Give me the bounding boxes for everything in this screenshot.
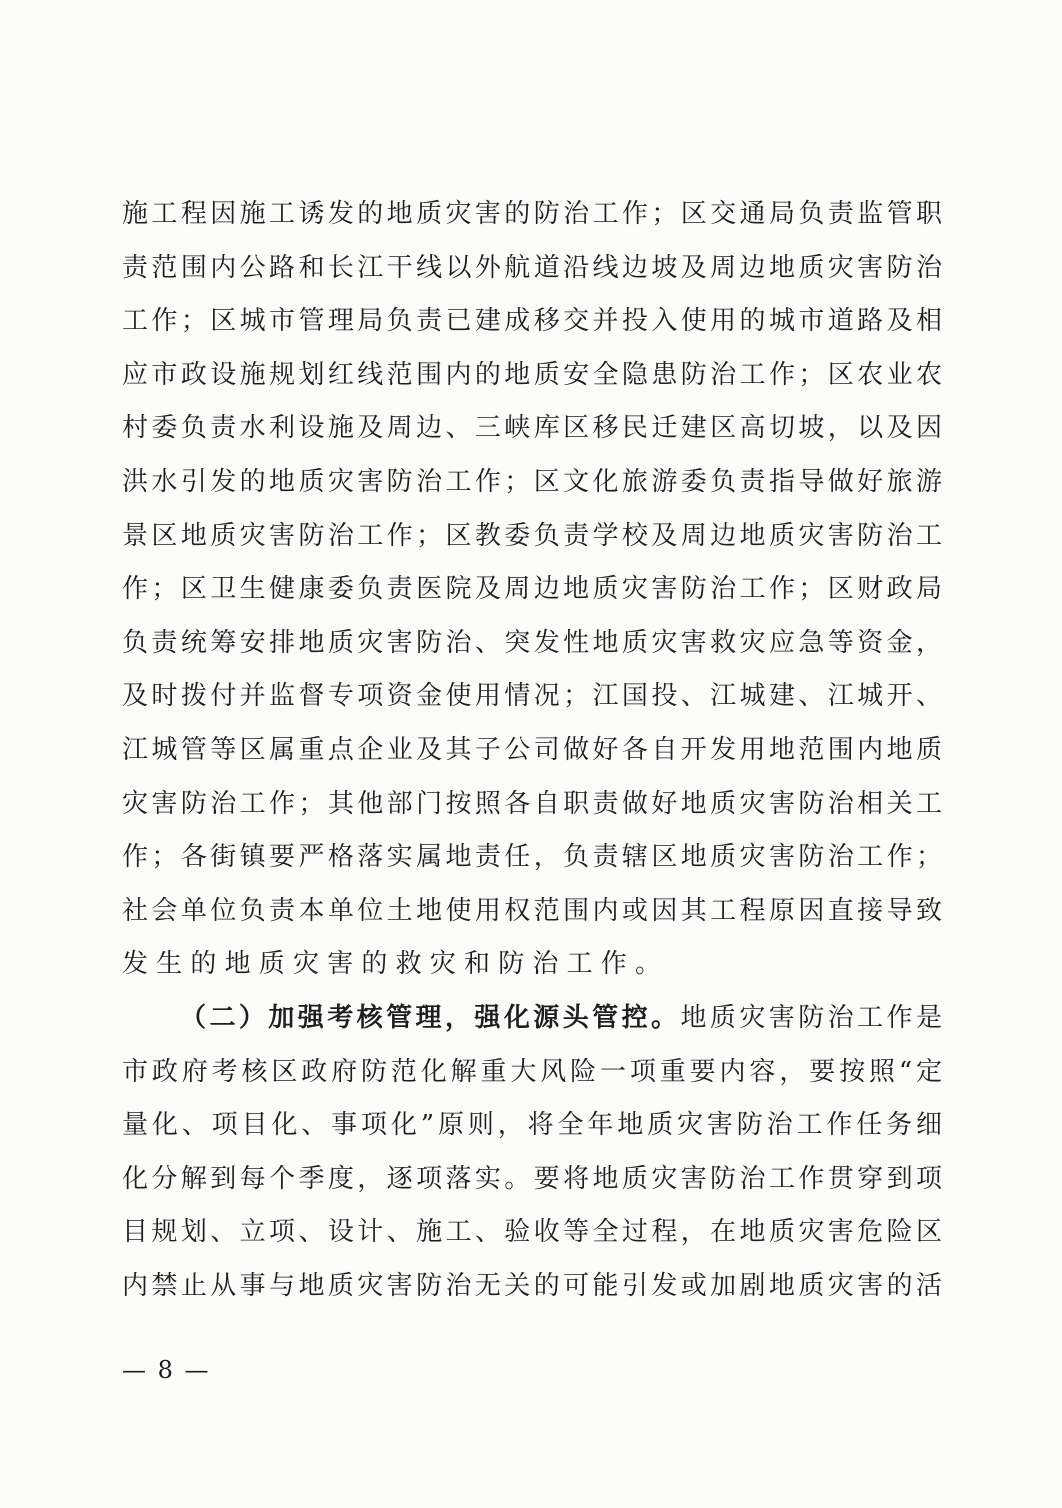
section-2-first-line-text: 地质灾害防治工作是: [680, 1002, 942, 1033]
text-line: 施工程因施工诱发的地质灾害的防治工作；区交通局负责监管职: [122, 199, 942, 229]
body-text: [122, 188, 942, 1313]
text-line: 化分解到每个季度，逐项落实。要将地质灾害防治工作贯穿到项: [122, 1163, 942, 1194]
text-line: 市政府考核区政府防范化解重大风险一项重要内容，要按照“定: [122, 1056, 942, 1087]
paragraph-last-line: 发生的地质灾害的救灾和防治工作。: [122, 949, 670, 980]
text-line: 景区地质灾害防治工作；区教委负责学校及周边地质灾害防治工: [122, 520, 942, 551]
text-line: 及时拨付并监督专项资金使用情况；江国投、江城建、江城开、: [122, 681, 942, 712]
text-line: 村委负责水利设施及周边、三峡库区移民迁建区高切坡，以及因: [122, 413, 942, 444]
text-line: 责范围内公路和长江干线以外航道沿线边坡及周边地质灾害防治: [122, 252, 942, 283]
text-line: 洪水引发的地质灾害防治工作；区文化旅游委负责指导做好旅游: [122, 466, 942, 497]
text-line: 工作；区城市管理局负责已建成移交并投入使用的城市道路及相: [122, 306, 942, 337]
text-line: 作；各街镇要严格落实属地责任，负责辖区地质灾害防治工作；: [122, 842, 942, 873]
text-line: 负责统筹安排地质灾害防治、突发性地质灾害救灾应急等资金，: [122, 627, 942, 658]
page-number: — 8 —: [122, 1356, 211, 1384]
text-line: 作；区卫生健康委负责医院及周边地质灾害防治工作；区财政局: [122, 574, 942, 605]
text-line: 量化、项目化、事项化”原则，将全年地质灾害防治工作任务细: [122, 1110, 942, 1141]
text-line: 社会单位负责本单位土地使用权范围内或因其工程原因直接导致: [122, 895, 942, 926]
text-line: 目规划、立项、设计、施工、验收等全过程，在地质灾害危险区: [122, 1217, 942, 1248]
text-line: 应市政设施规划红线范围内的地质安全隐患防治工作；区农业农: [122, 359, 942, 390]
text-line: 江城管等区属重点企业及其子公司做好各自开发用地范围内地质: [122, 734, 942, 765]
section-2-first-line: [122, 992, 942, 1046]
text-line: 内禁止从事与地质灾害防治无关的可能引发或加剧地质灾害的活: [122, 1270, 942, 1301]
section-2-heading: （二）加强考核管理，强化源头管控。: [180, 1002, 681, 1033]
text-line: 灾害防治工作；其他部门按照各自职责做好地质灾害防治相关工: [122, 788, 942, 819]
